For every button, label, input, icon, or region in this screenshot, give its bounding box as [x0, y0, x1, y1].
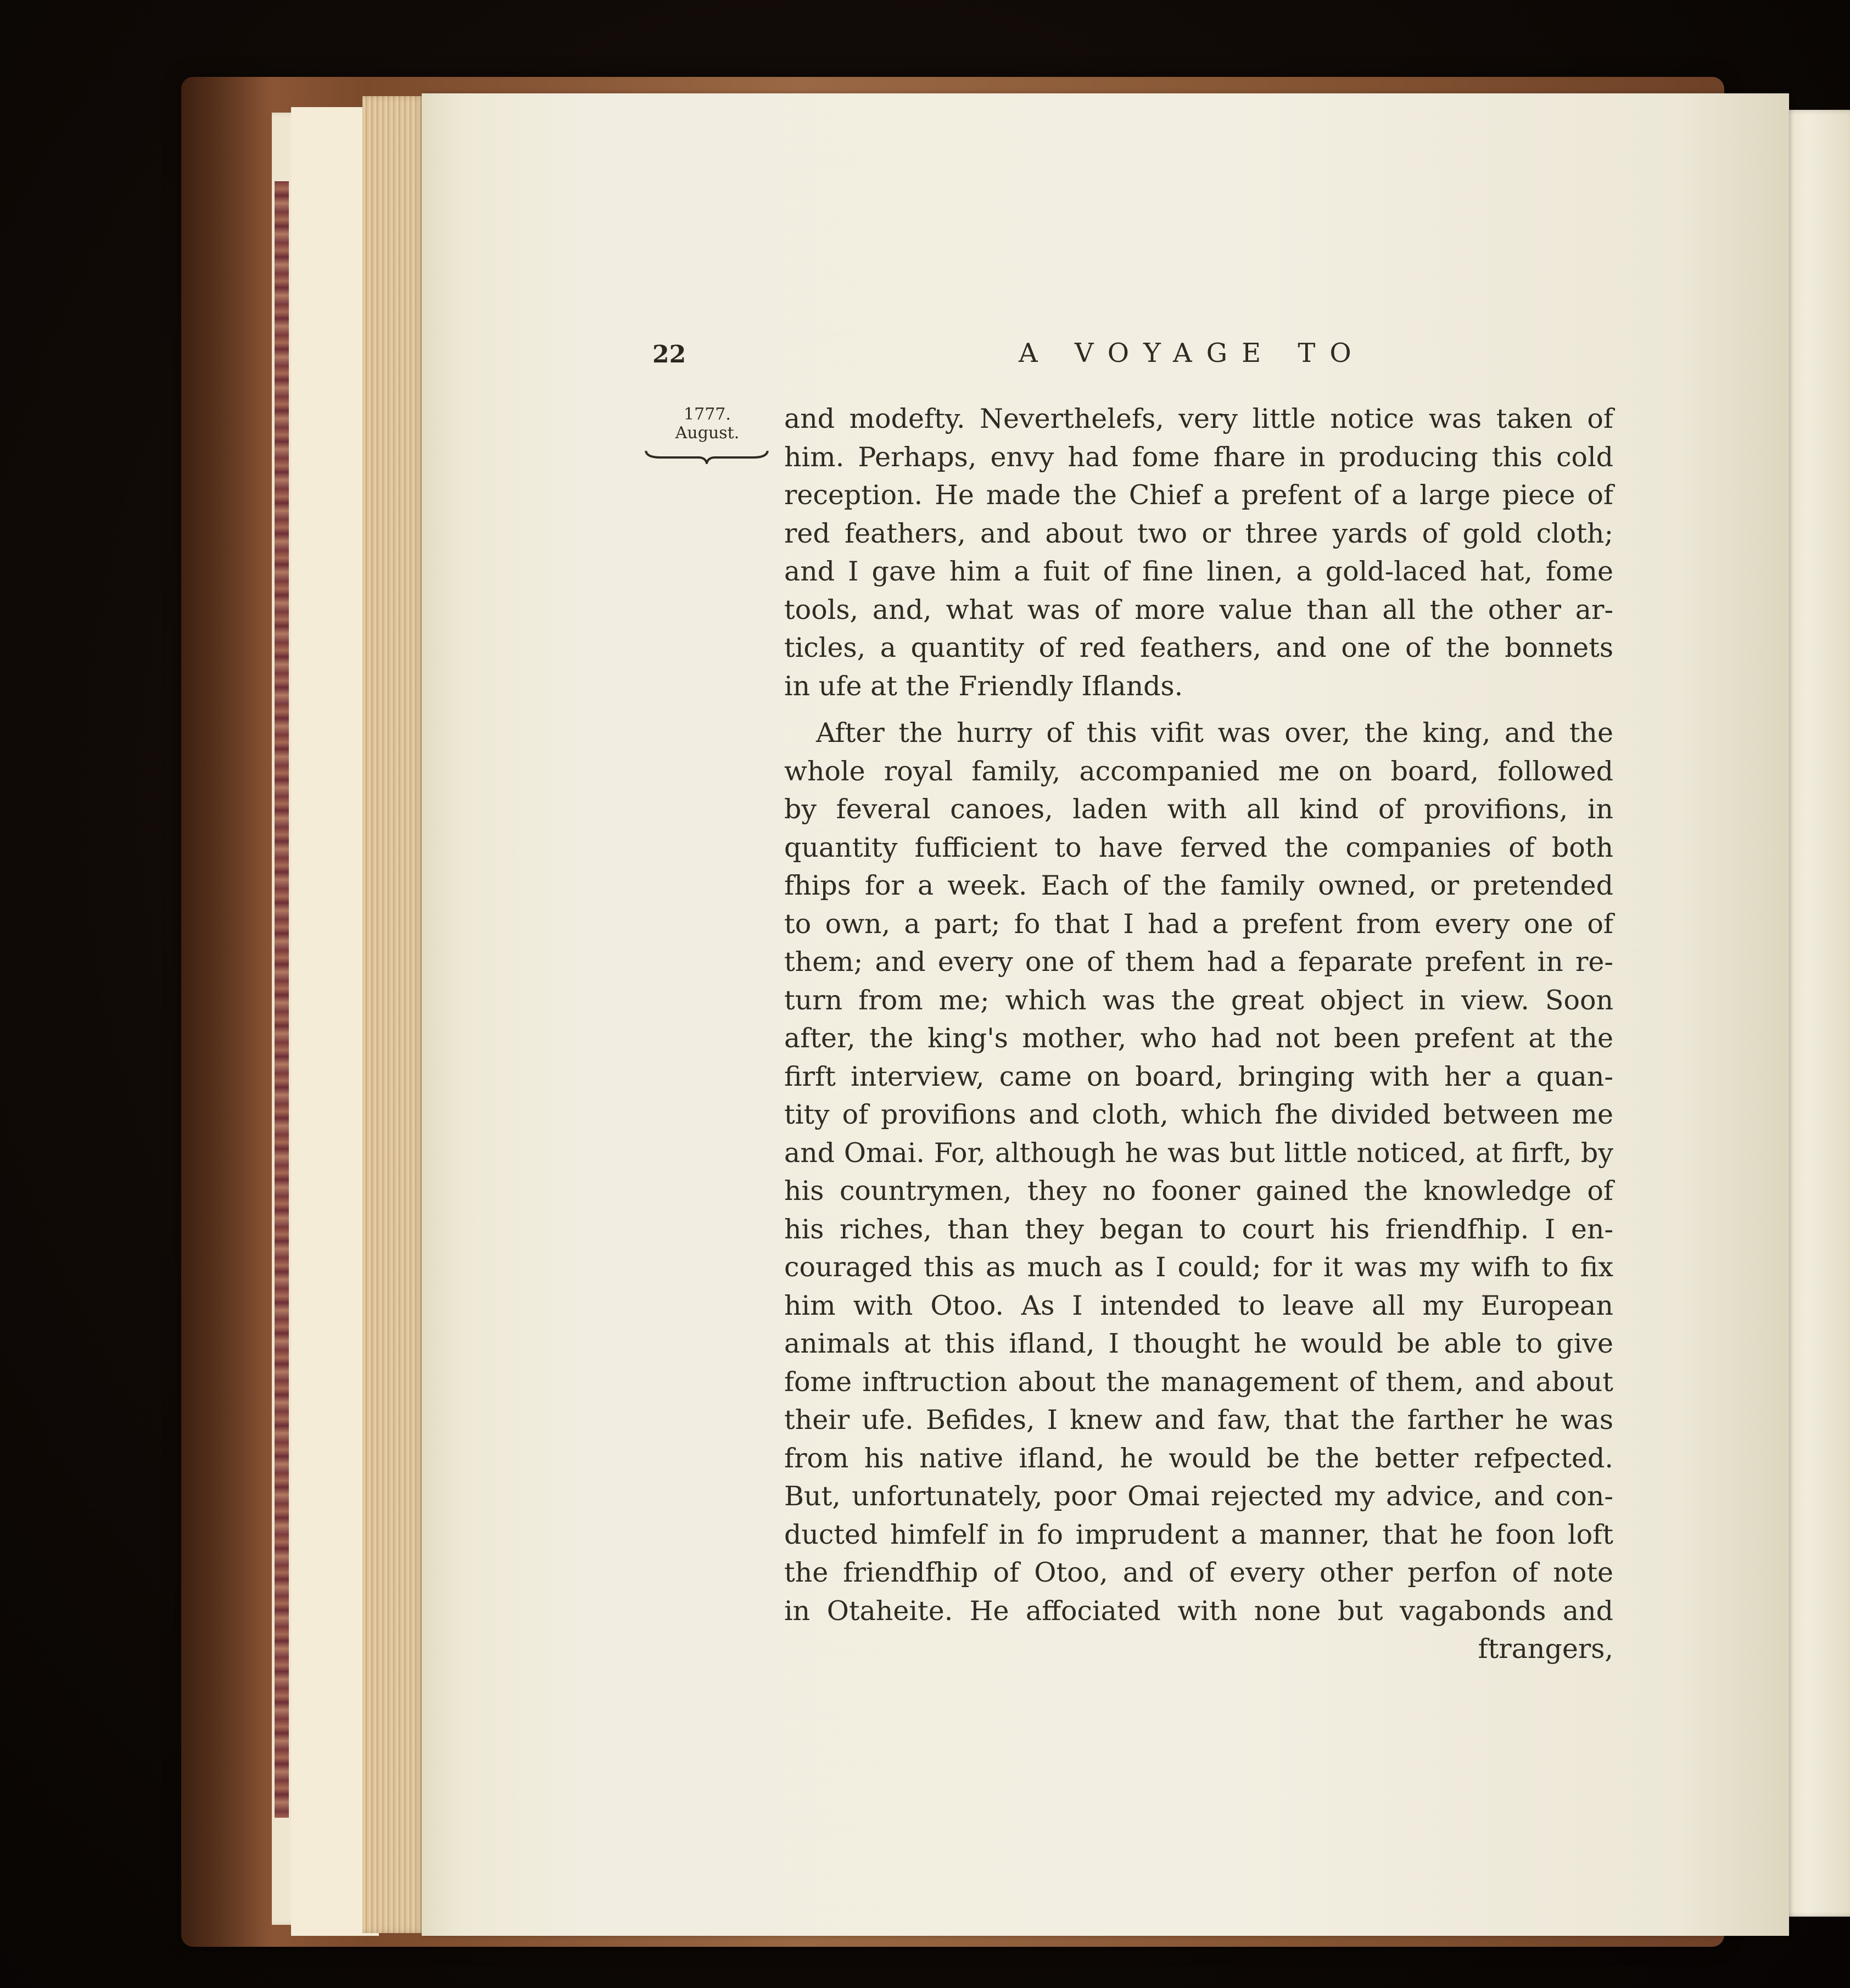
catchword: ftrangers,: [1478, 1633, 1613, 1665]
text-line: him. Perhaps, envy had fome fhare in producing this cold: [784, 441, 1613, 473]
text-line: his riches, than they began to court his friendfhip. I en-: [784, 1213, 1613, 1245]
margin-note-year: 1777.: [684, 405, 731, 424]
page-number: 22: [652, 340, 686, 368]
text-line: couraged this as much as I could; for it was my wifh to fix: [784, 1252, 1613, 1283]
running-head: A VOYAGE TO: [1019, 338, 1366, 368]
text-line: reception. He made the Chief a prefent of a large piece of: [784, 479, 1613, 511]
text-line: their ufe. Befides, I knew and faw, that the farther he was: [784, 1404, 1613, 1436]
text-line: animals at this ifland, I thought he would be able to give: [784, 1328, 1613, 1359]
text-line: turn from me; which was the great object in view. Soon: [784, 984, 1613, 1016]
margin-note: [641, 405, 773, 443]
body-text: [784, 400, 1613, 1668]
text-line: red feathers, and about two or three yards of gold cloth;: [784, 517, 1613, 549]
text-line: and Omai. For, although he was but little noticed, at firft, by: [784, 1137, 1613, 1169]
text-line: ducted himfelf in fo imprudent a manner, that he foon loft: [784, 1518, 1613, 1550]
page-stack-edge: [362, 96, 426, 1933]
text-line: whole royal family, accompanied me on board, followed: [784, 755, 1613, 787]
text-line: to own, a part; fo that I had a prefent from every one of: [784, 908, 1613, 940]
text-line: his countrymen, they no fooner gained the knowledge of: [784, 1175, 1613, 1207]
text-line: fome inftruction about the management of them, and about: [784, 1366, 1613, 1398]
marbled-page-edge: [275, 181, 289, 1818]
text-line: But, unfortunately, poor Omai rejected my advice, and con-: [784, 1481, 1613, 1512]
text-line: After the hurry of this vifit was over, the king, and the: [816, 717, 1613, 749]
text-line: him with Otoo. As I intended to leave all my European: [784, 1289, 1613, 1321]
text-line: by feveral canoes, laden with all kind of provifions, in: [784, 794, 1613, 825]
text-line: quantity fufficient to have ferved the companies of both: [784, 831, 1613, 863]
text-line: and I gave him a fuit of fine linen, a gold-laced hat, fome: [784, 556, 1613, 587]
margin-note-month: August.: [675, 423, 740, 443]
text-line: the friendfhip of Otoo, and of every other perfon of note: [784, 1557, 1613, 1588]
text-line: ticles, a quantity of red feathers, and one of the bonnets: [784, 632, 1613, 663]
text-line: in ufe at the Friendly Iflands.: [784, 670, 1183, 702]
text-line: from his native ifland, he would be the better refpected.: [784, 1442, 1613, 1474]
paragraph-gap: [784, 705, 1613, 714]
text-line: firft interview, came on board, bringing with her a quan-: [784, 1060, 1613, 1092]
next-page-edge: [1779, 110, 1850, 1917]
text-line: and modefty. Neverthelefs, very little notice was taken of: [784, 403, 1613, 434]
text-line: them; and every one of them had a feparate prefent in re-: [784, 946, 1613, 978]
text-line: tity of provifions and cloth, which fhe divided between me: [784, 1099, 1613, 1130]
text-line: tools, and, what was of more value than all the other ar-: [784, 594, 1613, 626]
text-line: fhips for a week. Each of the family owned, or pretended: [784, 870, 1613, 901]
text-line: in Otaheite. He affociated with none but vagabonds and: [784, 1595, 1613, 1627]
margin-brace-icon: [644, 448, 770, 464]
spine-shadow: [181, 77, 264, 1947]
text-line: after, the king's mother, who had not been prefent at the: [784, 1023, 1613, 1054]
